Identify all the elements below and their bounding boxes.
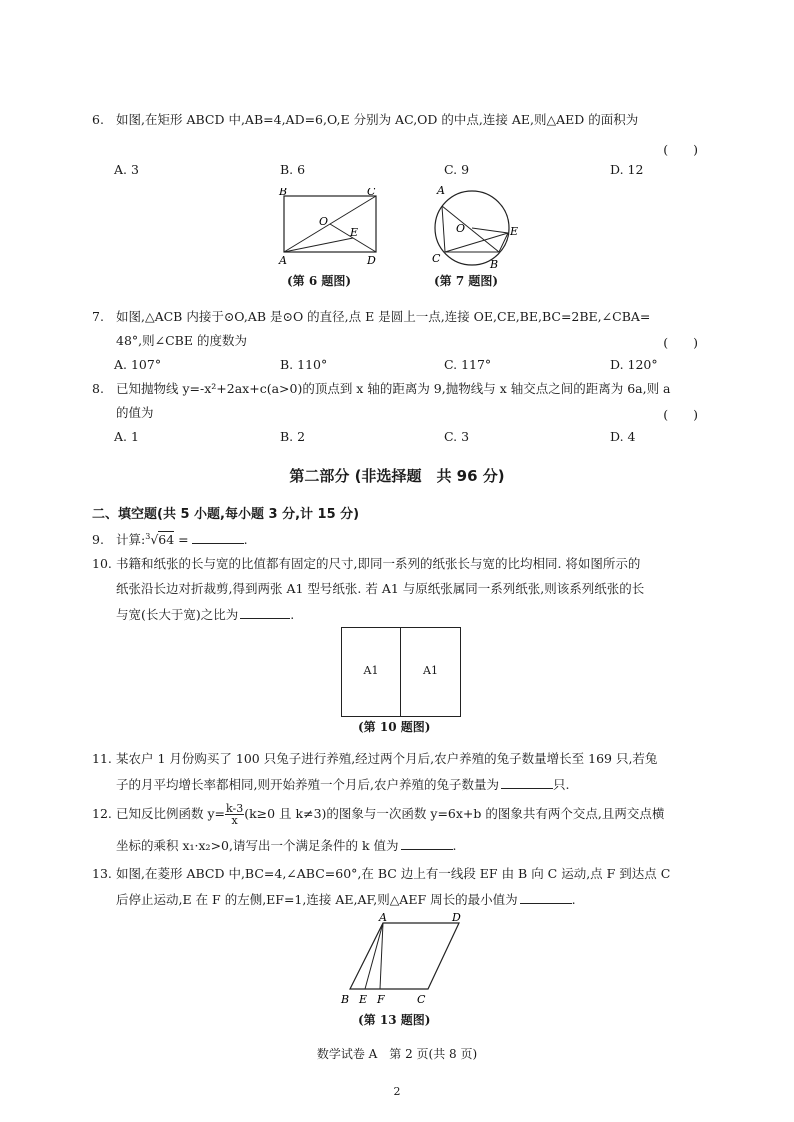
- question-number: 7.: [92, 309, 104, 324]
- line-end: .: [571, 892, 576, 907]
- option-a: A. 107°: [114, 357, 162, 372]
- option-c: C. 9: [444, 162, 470, 177]
- question-12: [92, 803, 664, 826]
- question-10-line2: 纸张沿长边对折裁剪,得到两张 A1 型号纸张. 若 A1 与原纸张属同一系列纸张,则该系列纸张的长: [116, 581, 645, 596]
- label-a: A: [279, 254, 287, 267]
- option-b: B. 110°: [280, 357, 328, 372]
- a1-label-left: A1: [363, 664, 379, 677]
- question-text-line2: 后停止运动,E 在 F 的左侧,EF=1,连接 AE,AF,则△AEF 周长的最小值为: [116, 892, 518, 907]
- question-11: [92, 751, 657, 766]
- section-2-title: 二、填空题(共 5 小题,每小题 3 分,计 15 分): [92, 507, 360, 522]
- answer-blank: [401, 837, 453, 850]
- option-d: D. 4: [610, 429, 636, 444]
- fraction: [225, 803, 244, 826]
- label-b: B: [341, 993, 350, 1006]
- question-text-line2: 坐标的乘积 x₁·x₂>0,请写出一个满足条件的 k 值为: [116, 838, 399, 853]
- figure-10-paper: [341, 627, 461, 717]
- question-text-line3: 与宽(长大于宽)之比为: [116, 607, 239, 622]
- question-text-pre: 已知反比例函数 y=: [116, 806, 226, 821]
- question-text: 如图,在矩形 ABCD 中,AB=4,AD=6,O,E 分别为 AC,OD 的中点,连接 AE,则△AED 的面积为: [116, 112, 639, 127]
- question-number: 11.: [92, 751, 112, 766]
- question-9: 9. 计算:$^3$√64 = .: [92, 532, 248, 548]
- question-7-line2: 48°,则∠CBE 的度数为: [116, 333, 247, 348]
- question-7: [92, 309, 650, 324]
- radicand: 64: [158, 532, 175, 548]
- question-text-line1: 书籍和纸张的长与宽的比值都有固定的尺寸,即同一系列的纸张长与宽的比均相同. 将如图所示的: [116, 556, 641, 571]
- question-8: [92, 381, 671, 396]
- label-f: F: [377, 993, 385, 1006]
- figure-10-caption: (第 10 题图): [358, 720, 431, 734]
- answer-paren: ( ): [663, 142, 698, 157]
- figure-13-caption: (第 13 题图): [358, 1013, 431, 1027]
- question-12-line2: [116, 837, 456, 853]
- question-text-post: (k≥0 且 k≠3)的图象与一次函数 y=6x+b 的图象共有两个交点,且两交点横: [244, 806, 665, 821]
- label-b: B: [490, 258, 499, 271]
- label-e: E: [359, 993, 368, 1006]
- figure-13-rhombus: [336, 910, 472, 1010]
- question-13: [92, 866, 670, 881]
- radical-sign: √: [150, 532, 159, 548]
- label-o: O: [319, 215, 329, 228]
- root-index: 3: [145, 532, 151, 541]
- question-11-line2: [116, 776, 569, 792]
- question-10: [92, 556, 640, 571]
- option-b: B. 6: [280, 162, 306, 177]
- question-text-line1: 如图,△ACB 内接于⊙O,AB 是⊙O 的直径,点 E 是圆上一点,连接 OE,CE,BE,BC=2BE,∠CBA=: [116, 309, 651, 324]
- label-d: D: [367, 254, 376, 267]
- question-text-line1: 某农户 1 月份购买了 100 只兔子进行养殖,经过两个月后,农户养殖的兔子数量增长至 169 只,若兔: [116, 751, 658, 766]
- line-end: .: [452, 838, 457, 853]
- equals: =: [174, 532, 189, 548]
- label-a: A: [437, 184, 445, 197]
- answer-blank: [501, 776, 553, 789]
- question-number: 13.: [92, 866, 112, 881]
- question-number: 9.: [92, 532, 104, 548]
- answer-blank: [240, 606, 290, 619]
- label-c: C: [417, 993, 426, 1006]
- figure-6-rectangle: [275, 188, 385, 270]
- label-a: A: [379, 911, 387, 924]
- answer-paren: ( ): [663, 335, 698, 350]
- question-number: 10.: [92, 556, 112, 571]
- label-d: D: [452, 911, 461, 924]
- line-end: .: [290, 607, 295, 622]
- question-text-line1: 已知抛物线 y=-x²+2ax+c(a>0)的顶点到 x 轴的距离为 9,抛物线与 x 轴交点之间的距离为 6a,则 a: [116, 381, 671, 396]
- question-text-line2: 子的月平均增长率都相同,则开始养殖一个月后,农户养殖的兔子数量为: [116, 777, 499, 792]
- figure-6-caption: (第 6 题图): [287, 274, 352, 288]
- option-b: B. 2: [280, 429, 306, 444]
- label-o: O: [456, 222, 466, 235]
- answer-paren: ( ): [663, 407, 698, 422]
- label-c: C: [367, 188, 376, 198]
- option-a: A. 3: [114, 162, 139, 177]
- label-c: C: [432, 252, 441, 265]
- figure-7-circle: [428, 182, 524, 272]
- a1-label-right: A1: [423, 664, 438, 677]
- question-number: 8.: [92, 381, 104, 396]
- label-e: E: [350, 226, 359, 239]
- question-text: 计算:: [116, 532, 146, 548]
- answer-blank: [520, 891, 572, 904]
- page-footer: 数学试卷 A 第 2 页(共 8 页): [316, 1047, 478, 1061]
- question-number: 12.: [92, 806, 112, 821]
- option-a: A. 1: [114, 429, 139, 444]
- question-text-line1: 如图,在菱形 ABCD 中,BC=4,∠ABC=60°,在 BC 边上有一线段 EF 由 B 向 C 运动,点 F 到达点 C: [116, 866, 671, 881]
- option-c: C. 3: [444, 429, 470, 444]
- question-6: [92, 112, 638, 127]
- fraction-numerator: k-3: [226, 802, 244, 815]
- part-2-title: 第二部分 (非选择题 共 96 分): [289, 467, 505, 485]
- line-end: 只.: [552, 777, 570, 792]
- page-number: 2: [393, 1085, 401, 1098]
- figure-7-caption: (第 7 题图): [434, 274, 499, 288]
- question-13-line2: [116, 891, 576, 907]
- question-8-line2: 的值为: [116, 405, 154, 420]
- option-d: D. 120°: [610, 357, 658, 372]
- option-c: C. 117°: [444, 357, 492, 372]
- label-b: B: [279, 188, 288, 198]
- label-e: E: [510, 225, 519, 238]
- question-10-line3: [116, 606, 294, 622]
- question-number: 6.: [92, 112, 104, 127]
- option-d: D. 12: [610, 162, 644, 177]
- answer-blank: [192, 531, 244, 544]
- fraction-denominator: x: [231, 814, 238, 827]
